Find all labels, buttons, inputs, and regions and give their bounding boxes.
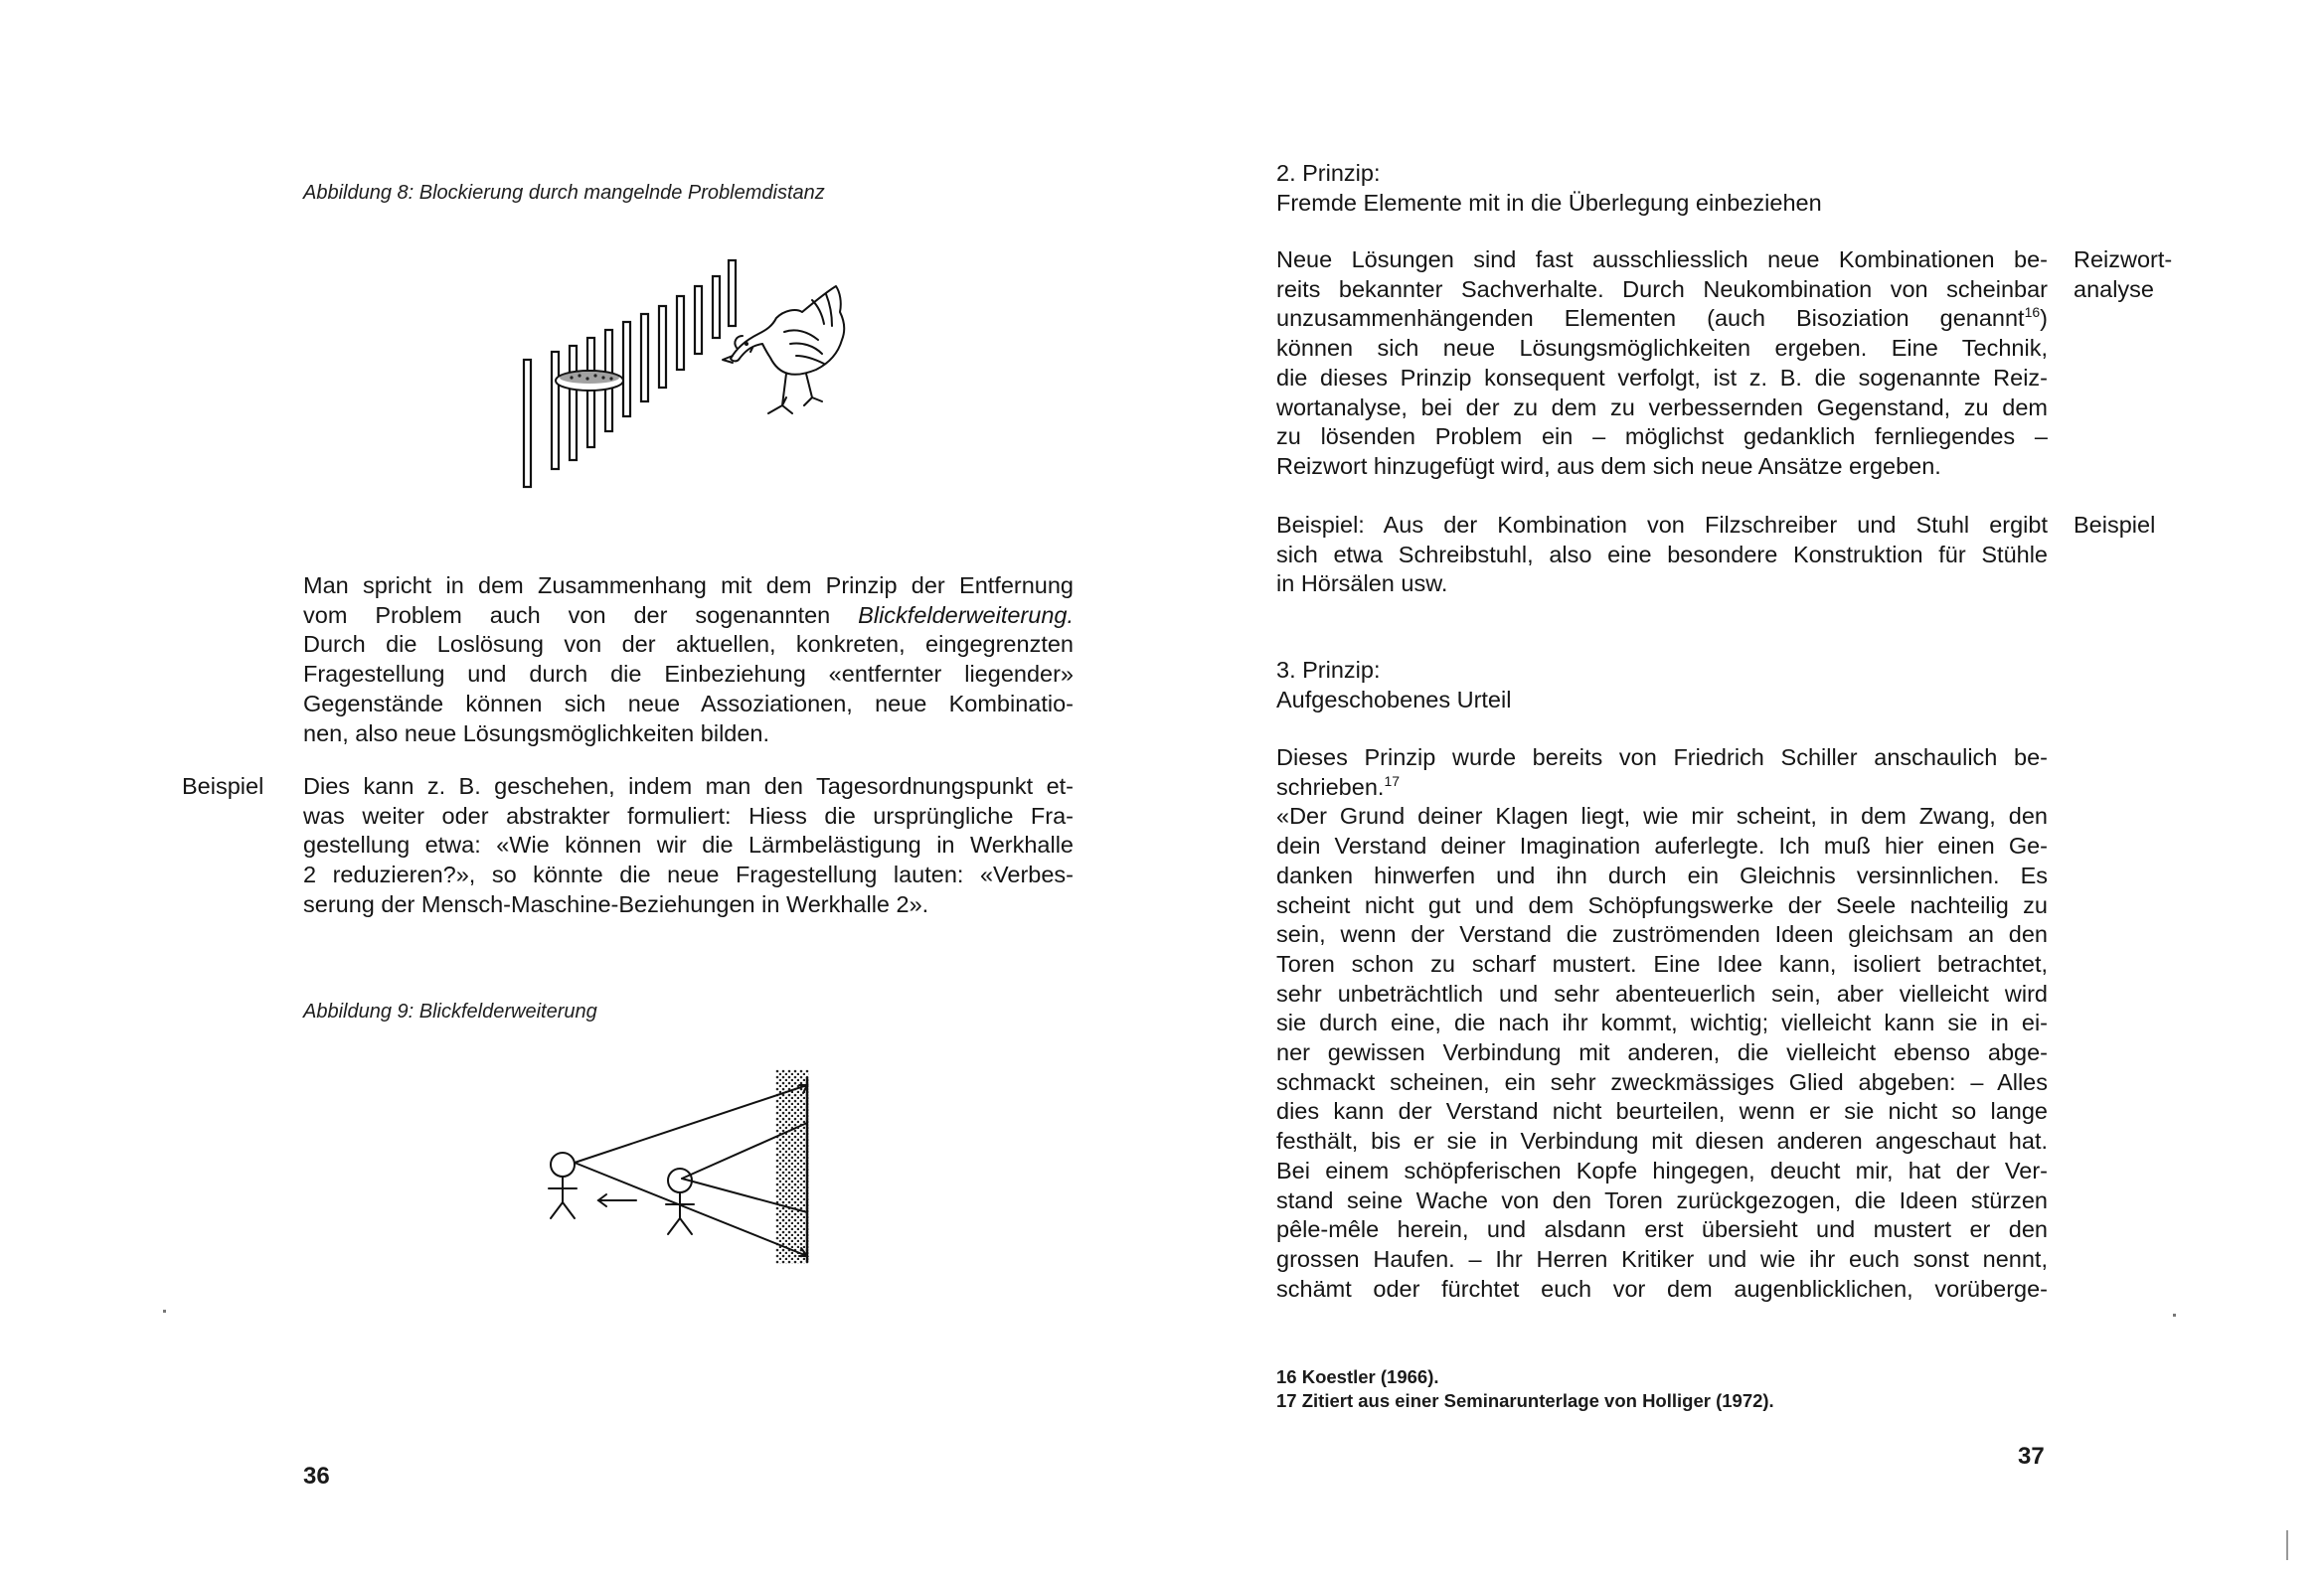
text-line: dein Verstand deiner Imagination auferlegte. Ich muß hier einen Ge- [1276, 833, 2048, 860]
text-line: können sich neue Lösungsmöglichkeiten ergeben. Eine Technik, [1276, 335, 2048, 362]
text-segment: ) [2040, 305, 2048, 332]
figure-9-illustration [537, 1063, 845, 1272]
text-line [1276, 773, 2048, 803]
margin-note-line: Reizwort- [2074, 246, 2173, 272]
margin-note-line: analyse [2074, 275, 2154, 302]
text-line: reits bekannter Sachverhalte. Durch Neukombination von scheinbar [1276, 275, 2048, 302]
text-line: schämt oder fürchtet euch vor dem augenblicklichen, vorüberge- [1276, 1275, 2048, 1302]
scan-mark [2286, 1530, 2288, 1560]
text-line: die dieses Prinzip konsequent verfolgt, ist z. B. die sogenannte Reiz- [1276, 364, 2048, 391]
page-number-right: 37 [2018, 1443, 2045, 1470]
footnote-16: 16 Koestler (1966). [1276, 1366, 1439, 1387]
text-line: ner gewissen Verbindung mit anderen, die vielleicht ebenso abge- [1276, 1039, 2048, 1066]
text-line: Toren schon zu scharf mustert. Eine Idee kann, isoliert betrachtet, [1276, 950, 2048, 977]
text-line: serung der Mensch-Maschine-Beziehungen in Werkhalle 2». [303, 890, 929, 917]
text-line: dies kann der Verstand nicht beurteilen, wenn er sie nicht so lange [1276, 1098, 2048, 1125]
text-line: Neue Lösungen sind fast ausschliesslich neue Kombinationen be- [1276, 246, 2048, 272]
margin-note-beispiel-right: Beispiel [2074, 512, 2156, 538]
figure-9-caption: Abbildung 9: Blickfelderweiterung [303, 1001, 597, 1023]
principle-3-number: 3. Prinzip: [1276, 657, 1381, 683]
left-paragraph-1 [303, 571, 1074, 748]
principle-2-example [1276, 511, 2048, 599]
text-line: «Der Grund deiner Klagen liegt, wie mir scheint, in dem Zwang, den [1276, 803, 2048, 830]
scan-speck [163, 1310, 166, 1313]
text-line: scheint nicht gut und dem Schöpfungswerke der Seele nachteilig zu [1276, 891, 2048, 918]
text-segment: vom Problem auch von der sogenannten [303, 601, 859, 628]
principle-2-title: Fremde Elemente mit in die Überlegung einbeziehen [1276, 189, 1822, 216]
text-line: zu lösenden Problem ein – möglichst gedanklich fernliegendes – [1276, 423, 2048, 450]
page-number-left: 36 [303, 1463, 330, 1490]
text-line: gestellung etwa: «Wie können wir die Lärmbelästigung in Werkhalle [303, 832, 1074, 859]
figure-8-illustration [502, 248, 880, 497]
text-line: Reizwort hinzugefügt wird, aus dem sich neue Ansätze ergeben. [1276, 452, 1941, 479]
footnote-ref: 17 [1384, 772, 1401, 789]
text-line: stand seine Wache von den Toren zurückgezogen, die Ideen stürzen [1276, 1186, 2048, 1213]
left-example-paragraph [303, 772, 1074, 920]
principle-2-paragraph [1276, 245, 2048, 482]
text-line: danken hinwerfen und ihn durch ein Gleichnis versinnlichen. Es [1276, 862, 2048, 888]
text-line: grossen Haufen. – Ihr Herren Kritiker und wie ihr euch sonst nennt, [1276, 1245, 2048, 1272]
margin-note-beispiel-left: Beispiel [182, 773, 264, 799]
principle-2-heading [1276, 159, 1822, 218]
text-line: nen, also neue Lösungsmöglichkeiten bilden. [303, 719, 770, 746]
footnotes [1276, 1365, 1774, 1413]
text-line: Durch die Loslösung von der aktuellen, konkreten, eingegrenzten [303, 631, 1074, 658]
text-line: Bei einem schöpferischen Kopfe hingegen, deucht mir, hat der Ver- [1276, 1157, 2048, 1183]
text-line: was weiter oder abstrakter formuliert: Hiess die ursprüngliche Fra- [303, 802, 1074, 829]
figure-8-caption: Abbildung 8: Blockierung durch mangelnde Problemdistanz [303, 182, 825, 204]
text-line: festhält, bis er sie in Verbindung mit diesen anderen angeschaut hat. [1276, 1128, 2048, 1155]
text-line: sein, wenn der Verstand die zuströmenden Ideen gleichsam an den [1276, 921, 2048, 948]
text-line: pêle-mêle herein, und alsdann erst übersieht und mustert er den [1276, 1216, 2048, 1243]
text-line: sie durch eine, die nach ihr kommt, wichtig; vielleicht kann sie in ei- [1276, 1010, 2048, 1036]
text-segment: unzusammenhängenden Elementen (auch Bisoziation genannt [1276, 305, 2025, 332]
text-line: sich etwa Schreibstuhl, also eine besondere Konstruktion für Stühle [1276, 541, 2048, 567]
text-segment: schrieben. [1276, 773, 1385, 800]
principle-2-number: 2. Prinzip: [1276, 160, 1381, 186]
text-line: Dieses Prinzip wurde bereits von Friedrich Schiller anschaulich be- [1276, 744, 2048, 770]
text-line: sehr unbeträchtlich und sehr abenteuerlich sein, aber vielleicht wird [1276, 980, 2048, 1007]
margin-note-reizwortanalyse [2074, 245, 2172, 304]
text-line: Gegenstände können sich neue Assoziationen, neue Kombinatio- [303, 690, 1074, 716]
text-line: Man spricht in dem Zusammenhang mit dem Prinzip der Entfernung [303, 572, 1074, 598]
text-line: 2 reduzieren?», so könnte die neue Fragestellung lauten: «Verbes- [303, 862, 1074, 888]
text-line: Fragestellung und durch die Einbeziehung «entfernter liegender» [303, 661, 1074, 688]
principle-3-heading [1276, 656, 1511, 714]
text-line: schmackt scheinen, ein sehr zweckmässiges Glied abgeben: – Alles [1276, 1068, 2048, 1095]
text-line: Beispiel: Aus der Kombination von Filzschreiber und Stuhl ergibt [1276, 512, 2048, 538]
footnote-17: 17 Zitiert aus einer Seminarunterlage von Holliger (1972). [1276, 1390, 1774, 1411]
text-line: wortanalyse, bei der zu dem zu verbessernden Gegenstand, zu dem [1276, 394, 2048, 420]
text-line: Dies kann z. B. geschehen, indem man den Tagesordnungspunkt et- [303, 773, 1074, 799]
text-line [303, 601, 1074, 631]
footnote-ref: 16 [2024, 304, 2041, 321]
principle-3-title: Aufgeschobenes Urteil [1276, 686, 1512, 712]
emphasis-term: Blickfelderweiterung. [858, 601, 1074, 628]
text-line [1276, 304, 2048, 334]
scan-speck [2173, 1314, 2176, 1317]
principle-3-paragraph [1276, 743, 2048, 1304]
text-line: in Hörsälen usw. [1276, 570, 1448, 597]
